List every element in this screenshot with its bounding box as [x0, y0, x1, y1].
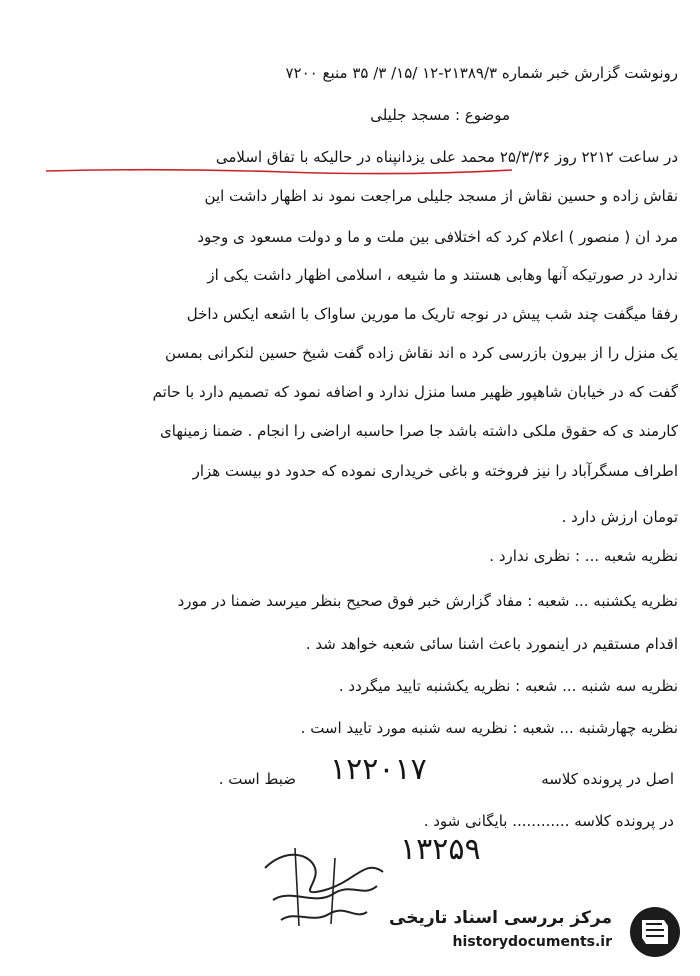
- body-line-5: رفقا میگفت چند شب پیش در نوجه تاریک ما مورین ساواک با اشعه ایکس داخل: [186, 305, 678, 323]
- body-line-3: مرد ان ( منصور ) اعلام کرد که اختلافی بین ملت و ما و دولت مسعود ی وجود: [197, 228, 678, 246]
- copy-file-line: در پرونده کلاسه ............ بایگانی شود .: [423, 812, 674, 830]
- body-line-4: ندارد در صورتیکه آنها وهابی هستند و ما شیعه ، اسلامی اظهار داشت یکی از: [207, 266, 678, 284]
- archive-logo-icon: [624, 904, 686, 960]
- copy-header-line: رونوشت گزارش خبر شماره ۲۱۳۸۹/۳-۱۲ /۱۵/ ۳/ ۳۵ منبع ۷۲۰۰: [285, 64, 678, 82]
- original-file-number: ۱۲۲۰۱۷: [330, 752, 427, 787]
- center-name: مرکز بررسی اسناد تاریخی: [389, 908, 612, 928]
- assessment-line-2: نظریه یکشنبه ... شعبه : مفاد گزارش خبر فوق صحیح بنظر میرسد ضمنا در مورد: [177, 592, 678, 610]
- body-line-8: کارمند ی که حقوق ملکی داشته باشد جا صرا حاسبه اراضی را انجام . ضمنا زمینهای: [160, 422, 678, 440]
- assessment-line-5: نظریه چهارشنبه ... شعبه : نظریه سه شنبه مورد تایید است .: [300, 719, 678, 737]
- website-link[interactable]: historydocuments.ir: [452, 934, 612, 950]
- assessment-line-3: اقدام مستقیم در اینمورد باعث اشنا سائی شعبه خواهد شد .: [305, 635, 678, 653]
- body-line-6: یک منزل را از بیرون بازرسی کرد ه اند نقاش زاده گفت شیخ حسین لنکرانی بمسن: [165, 344, 678, 362]
- handwritten-signature: [255, 828, 395, 938]
- original-file-label: اصل در پرونده کلاسه: [541, 770, 674, 788]
- original-file-suffix: ضبط است .: [218, 770, 296, 788]
- body-line-7: گفت که در خیابان شاهپور ظهیر مسا منزل ندارد و اضافه نمود که تصمیم دارد با حاتم: [152, 383, 678, 401]
- body-line-10: تومان ارزش دارد .: [561, 508, 678, 526]
- footer-watermark: [386, 904, 686, 960]
- body-line-2: نقاش زاده و حسین نقاش از مسجد جلیلی مراجعت نمود ند اظهار داشت این: [204, 187, 678, 205]
- assessment-line-4: نظریه سه شنبه ... شعبه : نظریه یکشنبه تایید میگردد .: [338, 677, 678, 695]
- body-line-1: در ساعت ۲۲۱۲ روز ۲۵/۳/۳۶ محمد علی یزدانپناه در حالیکه با تفاق اسلامی: [215, 148, 678, 166]
- body-line-9: اطراف مسگرآباد را نیز فروخته و باغی خریداری نموده که حدود دو بیست هزار: [192, 462, 678, 480]
- subject-line: موضوع : مسجد جلیلی: [370, 106, 510, 124]
- assessment-line-1: نظریه شعبه ... : نظری ندارد .: [489, 547, 678, 565]
- copy-file-number: ۱۳۲۵۹: [400, 832, 481, 867]
